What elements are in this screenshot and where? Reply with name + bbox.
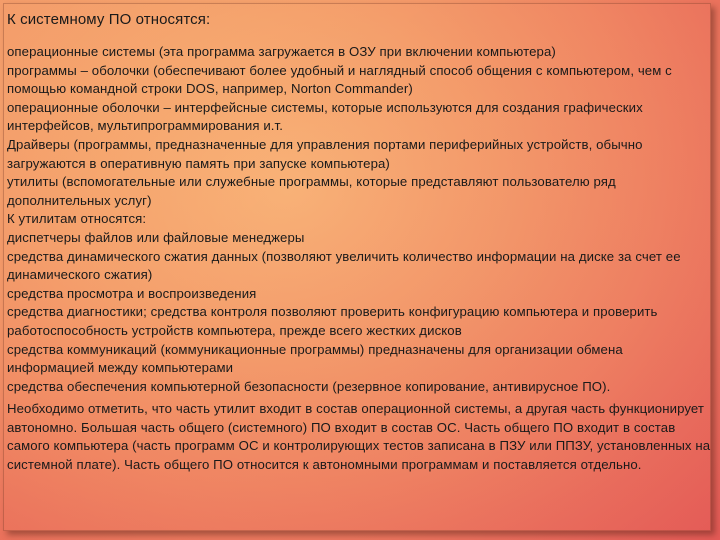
paragraph-file-managers: диспетчеры файлов или файловые менеджеры [7,229,305,245]
slide-content [7,10,713,475]
paragraph-conclusion: Необходимо отметить, что часть утилит входит в состав операционной системы, а другая часть функционирует автономно. Большая часть общего (системного) ПО входит в состав ОС. Часть общего ПО входит в состав самого компьютера (часть программ ОС и контролирующих тестов записана в ПЗУ или ППЗУ, установленных на системной плате). Часть общего ПО относится к автономными программам и поставляется отдельно. [7,401,711,473]
paragraph-diagnostics: средства диагностики; средства контроля позволяют проверить конфигурацию компьютера и проверить работоспособность устройств компьютера, прежде всего жестких дисков [7,304,658,338]
paragraph-shells: программы – оболочки (обеспечивают более удобный и наглядный способ общения с компьютером, чем с помощью командной строки DOS, например, Norton Commander) [7,62,672,97]
paragraph-communications: средства коммуникаций (коммуникационные программы) предназначены для организации обмена информацией между компьютерами [7,341,623,376]
paragraph-viewers: средства просмотра и воспроизведения [7,285,257,301]
paragraph-drivers: Драйверы (программы, предназначенные для управления портами периферийных устройств, обычно загружаются в оперативную память при запуске компьютера) [7,136,643,171]
paragraph-utilities-heading: К утилитам относятся: [7,211,147,227]
paragraph-compression: средства динамического сжатия данных (позволяют увеличить количество информации на диске за счет ее динамического сжатия) [7,248,681,283]
paragraph-security: средства обеспечения компьютерной безопасности (резервное копирование, антивирусное ПО). [7,378,611,394]
paragraph-os-shells: операционные оболочки – интерфейсные системы, которые используются для создания графических интерфейсов, мультипрограммирования и.т. [7,99,643,134]
paragraph-os: операционные системы (эта программа загружается в ОЗУ при включении компьютера) [7,44,556,59]
slide-heading: К системному ПО относятся: [7,11,211,28]
paragraph-utilities: утилиты (вспомогательные или служебные программы, которые представляют пользователю ряд дополнительных услуг) [7,174,616,208]
